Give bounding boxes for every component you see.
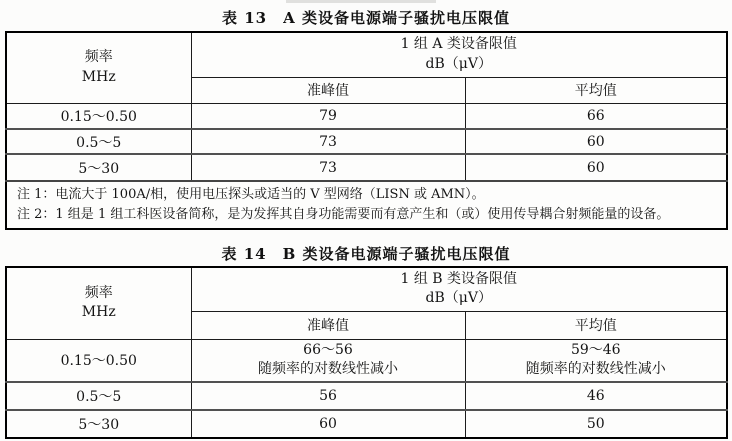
table14-average-header: 平均值	[465, 311, 727, 339]
table14-limit-group-header-cell	[191, 267, 727, 311]
freq-cell: 0.5～5	[6, 129, 191, 154]
quasi-peak-value-cell: 73	[191, 154, 465, 181]
table14-class-b-limits	[5, 266, 728, 439]
quasi-peak-value-cell: 73	[191, 129, 465, 154]
frequency-unit: MHz	[81, 68, 116, 85]
average-value-cell: 60	[465, 129, 727, 154]
average-value-cell: 60	[465, 154, 727, 181]
table13-limit-group-header-cell	[191, 32, 727, 77]
table-row	[6, 154, 727, 181]
quasi-peak-value-cell: 79	[191, 103, 465, 129]
freq-cell: 5～30	[6, 154, 191, 181]
freq-cell: 0.15～0.50	[6, 339, 191, 382]
limit-title: 1 组 B 类设备限值	[400, 270, 518, 287]
limit-unit: dB（μV）	[425, 290, 492, 307]
freq-cell: 0.5～5	[6, 382, 191, 410]
table14-frequency-header-cell	[6, 267, 191, 339]
freq-cell: 0.15～0.50	[6, 103, 191, 129]
table13-average-header: 平均值	[465, 77, 727, 103]
table13-class-a-limits	[5, 31, 728, 230]
limit-title: 1 组 A 类设备限值	[400, 36, 517, 53]
table13-notes-cell	[6, 181, 727, 229]
quasi-peak-value-cell: 56	[191, 382, 465, 410]
table-row	[6, 129, 727, 154]
table13-frequency-header-cell	[6, 32, 191, 103]
average-value-cell	[465, 339, 727, 382]
table14-quasi-peak-header: 准峰值	[191, 311, 465, 339]
table-row	[6, 339, 727, 382]
avg-range-note: 随频率的对数线性减小	[525, 361, 666, 378]
table13-notes-row	[6, 181, 727, 229]
avg-range: 59～46	[570, 341, 621, 358]
frequency-label: 频率	[84, 49, 113, 66]
scan-artifact	[286, 0, 436, 3]
table13-title: 表 13 A 类设备电源端子骚扰电压限值	[222, 9, 510, 27]
table-row	[6, 103, 727, 129]
quasi-peak-value-cell	[191, 339, 465, 382]
limit-unit: dB（μV）	[425, 55, 492, 72]
average-value-cell: 50	[465, 410, 727, 438]
table13-quasi-peak-header: 准峰值	[191, 77, 465, 103]
table-row	[6, 382, 727, 410]
freq-cell: 5～30	[6, 410, 191, 438]
note-line-1: 注 1：电流大于 100A/相，使用电压探头或适当的 V 型网络（LISN 或 AMN）。	[17, 187, 485, 202]
qp-range-note: 随频率的对数线性减小	[258, 361, 398, 378]
note-line-2: 注 2：1 组是 1 组工科医设备简称，是为发挥其自身功能需要而有意产生和（或）使用传导耦合射频能量的设备。	[17, 207, 670, 222]
quasi-peak-value-cell: 60	[191, 410, 465, 438]
average-value-cell: 66	[465, 103, 727, 129]
table-row	[6, 410, 727, 438]
frequency-unit: MHz	[81, 304, 116, 321]
table14-title: 表 14 B 类设备电源端子骚扰电压限值	[221, 245, 511, 263]
frequency-label: 频率	[84, 284, 113, 301]
average-value-cell: 46	[465, 382, 727, 410]
qp-range: 66～56	[303, 341, 353, 358]
